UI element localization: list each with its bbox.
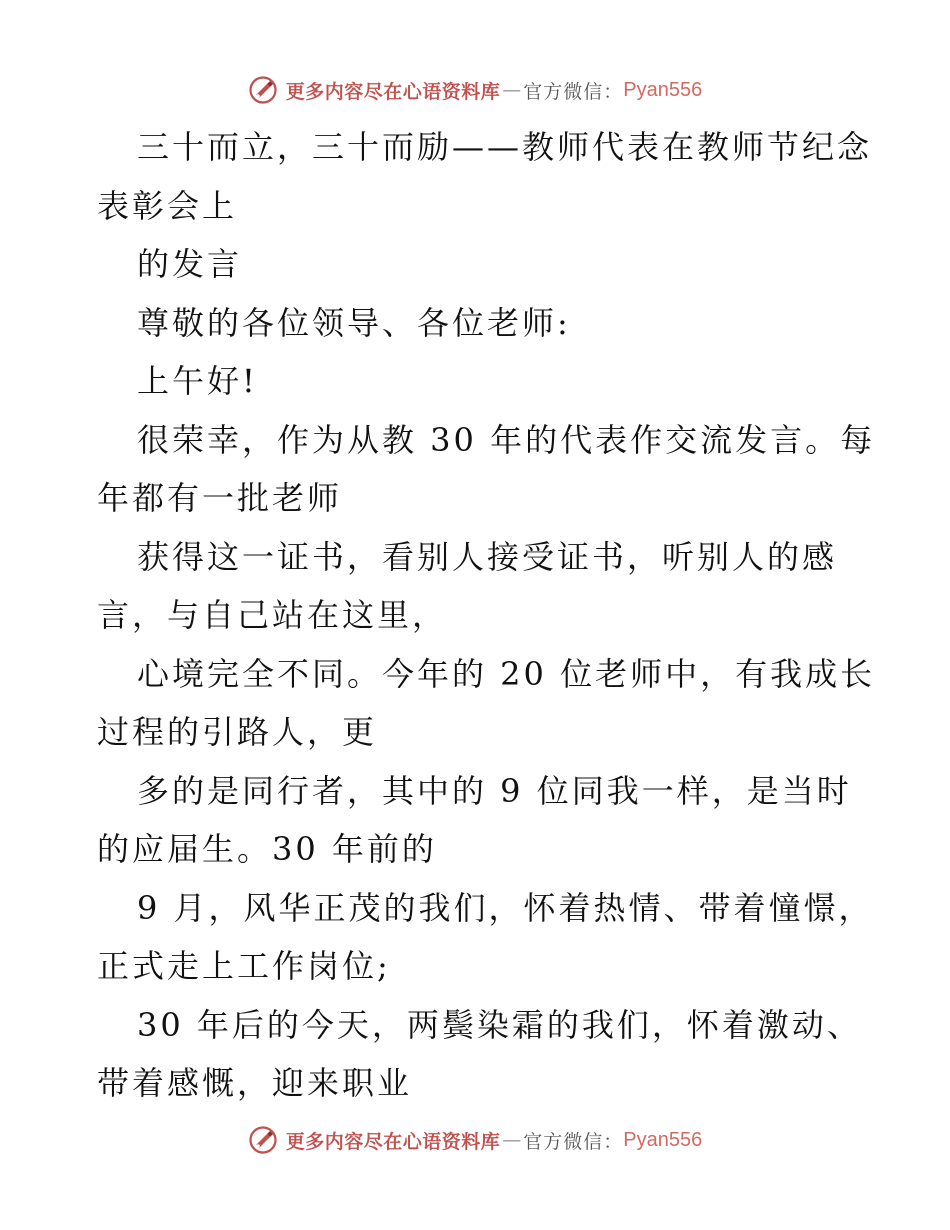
logo-icon <box>248 75 278 105</box>
banner-wechat-label: 官方微信： <box>523 1130 624 1153</box>
banner-main-text: 更多内容尽在心语资料库 <box>285 80 501 103</box>
text-line: 的应届生。30 年前的 <box>97 830 437 868</box>
text-line: 年都有一批老师 <box>97 479 343 517</box>
banner-main-text: 更多内容尽在心语资料库 <box>285 1130 501 1153</box>
text-line: 上午好! <box>137 362 258 400</box>
text-line: 表彰会上 <box>97 186 238 225</box>
footer-banner <box>0 1120 950 1160</box>
text-line: 正式走上工作岗位; <box>97 947 391 985</box>
banner-wechat-id: Pyan556 <box>623 78 703 101</box>
text-line: 很荣幸，作为从教 30 年的代表作交流发言。每 <box>137 420 876 459</box>
text-line: 三十而立，三十而励——教师代表在教师节纪念 <box>137 128 873 166</box>
text-line: 9 月，风华正茂的我们，怀着热情、带着憧憬， <box>137 888 874 927</box>
banner-dash: — <box>502 1129 522 1151</box>
text-line: 30 年后的今天，两鬓染霜的我们，怀着激动、 <box>137 1005 862 1044</box>
text-line: 的发言 <box>137 245 243 283</box>
text-line: 心境完全不同。今年的 20 位老师中，有我成长 <box>137 654 876 693</box>
logo-icon <box>248 1125 278 1155</box>
text-line: 过程的引路人，更 <box>97 713 378 751</box>
text-line: 多的是同行者，其中的 9 位同我一样，是当时 <box>137 771 852 810</box>
banner-dash: — <box>502 79 522 101</box>
text-line: 获得这一证书，看别人接受证书，听别人的感 <box>137 537 838 576</box>
header-banner <box>0 70 950 110</box>
banner-wechat-id: Pyan556 <box>623 1128 703 1151</box>
text-line: 尊敬的各位领导、各位老师: <box>137 303 571 342</box>
text-line: 带着感慨，迎来职业 <box>97 1064 413 1102</box>
text-line: 言，与自己站在这里， <box>97 596 448 634</box>
document-body <box>97 118 876 1113</box>
banner-wechat-label: 官方微信： <box>523 80 624 103</box>
